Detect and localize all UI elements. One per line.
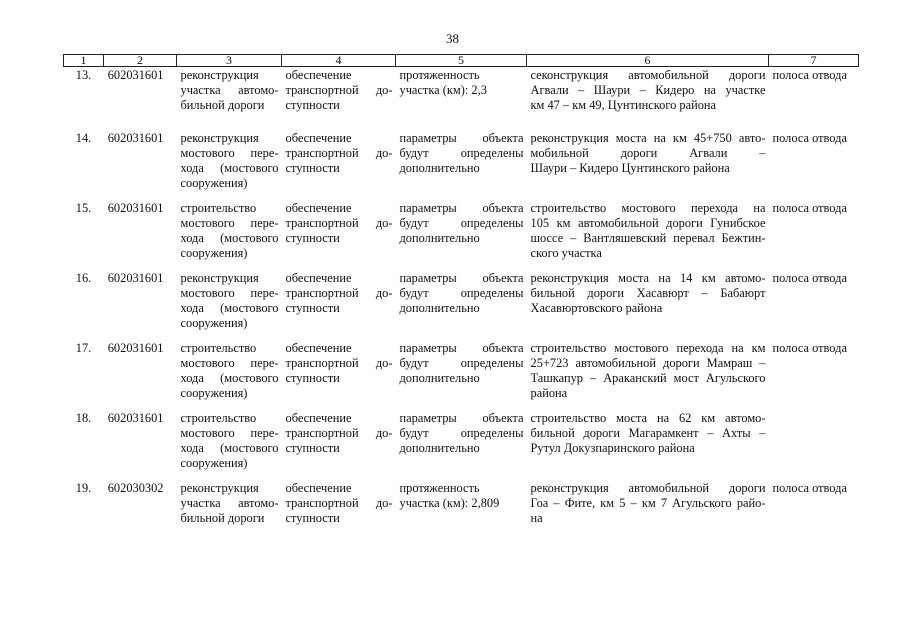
table-row xyxy=(64,130,859,200)
row-number-cell: 19. xyxy=(75,480,92,495)
table-row xyxy=(64,67,859,130)
object-parameters-cell-line: параметры объекта xyxy=(399,270,524,285)
object-purpose-cell-line: обеспечение xyxy=(285,68,352,82)
object-type-cell-line: сооружения) xyxy=(180,315,248,330)
table-row xyxy=(64,200,859,270)
object-parameters-cell-line: участка (км): 2,3 xyxy=(399,83,487,97)
object-code-cell: 602031601 xyxy=(107,410,164,425)
object-code-cell: 602030302 xyxy=(107,480,164,495)
object-name-cell-line: мобильной дороги Агвали – xyxy=(530,145,766,160)
object-name-cell xyxy=(527,410,769,480)
zone-cell: полоса отвода xyxy=(772,68,847,82)
object-purpose-cell-line: транспортной до- xyxy=(285,285,393,300)
object-parameters-cell-line: параметры объекта xyxy=(399,200,524,215)
object-type-cell-line: хода (мостового xyxy=(180,300,279,315)
object-type-cell xyxy=(177,340,282,410)
object-name-cell-line: бильной дороги Магарамкент – Ахты – xyxy=(530,425,766,440)
object-parameters-cell xyxy=(396,410,527,480)
object-code-cell: 602031601 xyxy=(107,68,164,82)
object-type-cell-line: реконструкция xyxy=(180,130,259,145)
object-parameters-cell-line: дополнительно xyxy=(399,230,480,245)
object-type-cell xyxy=(177,270,282,340)
object-type-cell-line: хода (мостового xyxy=(180,160,279,175)
table-header-row xyxy=(64,55,859,67)
object-name-cell-line: секонструкция автомобильной дороги xyxy=(530,68,766,82)
object-code-cell: 602031601 xyxy=(107,130,164,145)
object-type-cell-line: участка автомо- xyxy=(180,83,279,97)
object-parameters-cell-line: будут определены xyxy=(399,145,524,160)
object-purpose-cell-line: транспортной до- xyxy=(285,355,393,370)
object-purpose-cell-line: обеспечение xyxy=(285,270,352,285)
object-parameters-cell xyxy=(396,340,527,410)
object-parameters-cell-line: параметры объекта xyxy=(399,340,524,355)
object-purpose-cell xyxy=(282,130,396,200)
object-purpose-cell-line: транспортной до- xyxy=(285,495,393,510)
object-name-cell-line: шоссе – Вантляшевский перевал Бежтин- xyxy=(530,230,766,245)
object-type-cell-line: реконструкция xyxy=(180,270,259,285)
object-name-cell xyxy=(527,340,769,410)
object-type-cell-line: сооружения) xyxy=(180,385,248,400)
object-type-cell-line: мостового пере- xyxy=(180,355,279,370)
object-type-cell-line: строительство xyxy=(180,410,257,425)
object-name-cell xyxy=(527,480,769,540)
object-purpose-cell-line: обеспечение xyxy=(285,130,352,145)
table-body xyxy=(64,67,859,540)
row-number-cell: 16. xyxy=(75,270,92,285)
table-row xyxy=(64,410,859,480)
object-name-cell-line: км 47 – км 49, Цунтинского района xyxy=(530,98,717,112)
object-code-cell: 602031601 xyxy=(107,340,164,355)
object-purpose-cell-line: транспортной до- xyxy=(285,215,393,230)
object-name-cell-line: Шаури – Кидеро Цунтинского района xyxy=(530,160,730,175)
object-type-cell xyxy=(177,130,282,200)
object-parameters-cell-line: параметры объекта xyxy=(399,410,524,425)
table-row xyxy=(64,480,859,540)
column-header: 4 xyxy=(282,55,396,67)
object-name-cell-line: ского участка xyxy=(530,245,602,260)
zone-cell: полоса отвода xyxy=(772,340,847,355)
object-name-cell-line: строительство мостового перехода на xyxy=(530,200,766,215)
object-parameters-cell-line: дополнительно xyxy=(399,370,480,385)
table-row xyxy=(64,340,859,410)
object-type-cell-line: сооружения) xyxy=(180,245,248,260)
object-type-cell-line: сооружения) xyxy=(180,455,248,470)
object-type-cell-line: участка автомо- xyxy=(180,495,279,510)
object-purpose-cell-line: ступности xyxy=(285,300,340,315)
object-type-cell-line: реконструкция xyxy=(180,480,259,495)
object-type-cell-line: строительство xyxy=(180,340,257,355)
column-header: 6 xyxy=(527,55,769,67)
object-name-cell-line: бильной дороги Хасавюрт – Бабаюрт xyxy=(530,285,766,300)
object-type-cell-line: хода (мостового xyxy=(180,230,279,245)
object-name-cell-line: района xyxy=(530,385,568,400)
object-parameters-cell xyxy=(396,200,527,270)
object-parameters-cell-line: протяженность xyxy=(399,480,480,495)
object-code-cell: 602031601 xyxy=(107,270,164,285)
object-name-cell-line: строительство моста на 62 км автомо- xyxy=(530,410,766,425)
object-purpose-cell-line: ступности xyxy=(285,160,340,175)
object-purpose-cell-line: транспортной до- xyxy=(285,83,393,97)
object-purpose-cell-line: ступности xyxy=(285,370,340,385)
object-name-cell-line: 25+723 автомобильной дороги Мамраш – xyxy=(530,355,766,370)
object-parameters-cell-line: будут определены xyxy=(399,355,524,370)
row-number-cell: 17. xyxy=(75,340,92,355)
object-name-cell-line: строительство мостового перехода на км xyxy=(530,340,766,355)
object-type-cell-line: мостового пере- xyxy=(180,425,279,440)
object-parameters-cell-line: протяженность xyxy=(399,68,480,82)
object-name-cell xyxy=(527,200,769,270)
row-number-cell: 13. xyxy=(75,68,92,82)
column-header: 5 xyxy=(396,55,527,67)
object-type-cell-line: строительство xyxy=(180,200,257,215)
object-type-cell-line: мостового пере- xyxy=(180,285,279,300)
zone-cell xyxy=(769,410,859,480)
object-name-cell-line: Хасавюртовского района xyxy=(530,300,663,315)
object-type-cell-line: бильной дороги xyxy=(180,510,265,525)
column-header: 7 xyxy=(769,55,859,67)
zone-cell: полоса отвода xyxy=(772,480,847,495)
object-type-cell xyxy=(177,200,282,270)
object-parameters-cell-line: будут определены xyxy=(399,425,524,440)
object-purpose-cell-line: ступности xyxy=(285,230,340,245)
object-type-cell-line: хода (мостового xyxy=(180,370,279,385)
zone-cell: полоса отвода xyxy=(772,270,847,285)
object-type-cell-line: мостового пере- xyxy=(180,215,279,230)
object-name-cell xyxy=(527,130,769,200)
object-name-cell xyxy=(527,270,769,340)
object-purpose-cell-line: обеспечение xyxy=(285,340,352,355)
zone-cell: полоса отвода xyxy=(772,130,847,145)
object-purpose-cell xyxy=(282,67,396,130)
column-header: 3 xyxy=(177,55,282,67)
object-type-cell-line: хода (мостового xyxy=(180,440,279,455)
page-number: 38 xyxy=(446,31,459,46)
table-row xyxy=(64,270,859,340)
object-type-cell-line: сооружения) xyxy=(180,175,248,190)
object-name-cell-line: Гоа – Фите, км 5 – км 7 Агульского райо- xyxy=(530,495,766,510)
object-name-cell-line: на xyxy=(530,510,543,525)
object-purpose-cell xyxy=(282,200,396,270)
object-purpose-cell-line: ступности xyxy=(285,440,340,455)
object-purpose-cell-line: обеспечение xyxy=(285,480,352,495)
object-purpose-cell-line: транспортной до- xyxy=(285,145,393,160)
object-parameters-cell xyxy=(396,67,527,130)
object-purpose-cell-line: ступности xyxy=(285,98,340,112)
row-number-cell: 18. xyxy=(75,410,92,425)
object-type-cell xyxy=(177,480,282,540)
object-type-cell-line: мостового пере- xyxy=(180,145,279,160)
objects-table xyxy=(63,54,859,540)
object-purpose-cell xyxy=(282,480,396,540)
object-purpose-cell-line: обеспечение xyxy=(285,410,352,425)
object-name-cell-line: Ташкапур – Араканский мост Агульского xyxy=(530,370,766,385)
object-purpose-cell xyxy=(282,270,396,340)
object-purpose-cell-line: транспортной до- xyxy=(285,425,393,440)
object-code-cell: 602031601 xyxy=(107,200,164,215)
column-header: 1 xyxy=(64,55,104,67)
object-name-cell-line: реконструкция моста на км 45+750 авто- xyxy=(530,130,766,145)
object-parameters-cell xyxy=(396,480,527,540)
object-name-cell-line: реконструкция автомобильной дороги xyxy=(530,480,766,495)
object-purpose-cell-line: обеспечение xyxy=(285,200,352,215)
object-type-cell xyxy=(177,410,282,480)
object-type-cell-line: реконструкция xyxy=(180,68,259,82)
column-header: 2 xyxy=(104,55,177,67)
object-parameters-cell-line: участка (км): 2,809 xyxy=(399,495,500,510)
object-parameters-cell-line: дополнительно xyxy=(399,160,480,175)
object-type-cell-line: бильной дороги xyxy=(180,98,265,112)
object-purpose-cell-line: ступности xyxy=(285,510,340,525)
object-parameters-cell-line: дополнительно xyxy=(399,300,480,315)
object-parameters-cell-line: параметры объекта xyxy=(399,130,524,145)
object-parameters-cell-line: будут определены xyxy=(399,285,524,300)
object-parameters-cell-line: дополнительно xyxy=(399,440,480,455)
row-number-cell: 15. xyxy=(75,200,92,215)
object-name-cell-line: Агвали – Шаури – Кидеро на участке xyxy=(530,83,766,97)
object-name-cell-line: 105 км автомобильной дороги Гунибское xyxy=(530,215,766,230)
object-parameters-cell xyxy=(396,130,527,200)
zone-cell: полоса отвода xyxy=(772,200,847,215)
object-purpose-cell xyxy=(282,340,396,410)
object-name-cell-line: реконструкция моста на 14 км автомо- xyxy=(530,270,766,285)
object-parameters-cell-line: будут определены xyxy=(399,215,524,230)
row-number-cell: 14. xyxy=(75,130,92,145)
object-purpose-cell xyxy=(282,410,396,480)
object-name-cell-line: Рутул Докузпаринского района xyxy=(530,440,695,455)
object-type-cell xyxy=(177,67,282,130)
object-name-cell xyxy=(527,67,769,130)
object-parameters-cell xyxy=(396,270,527,340)
